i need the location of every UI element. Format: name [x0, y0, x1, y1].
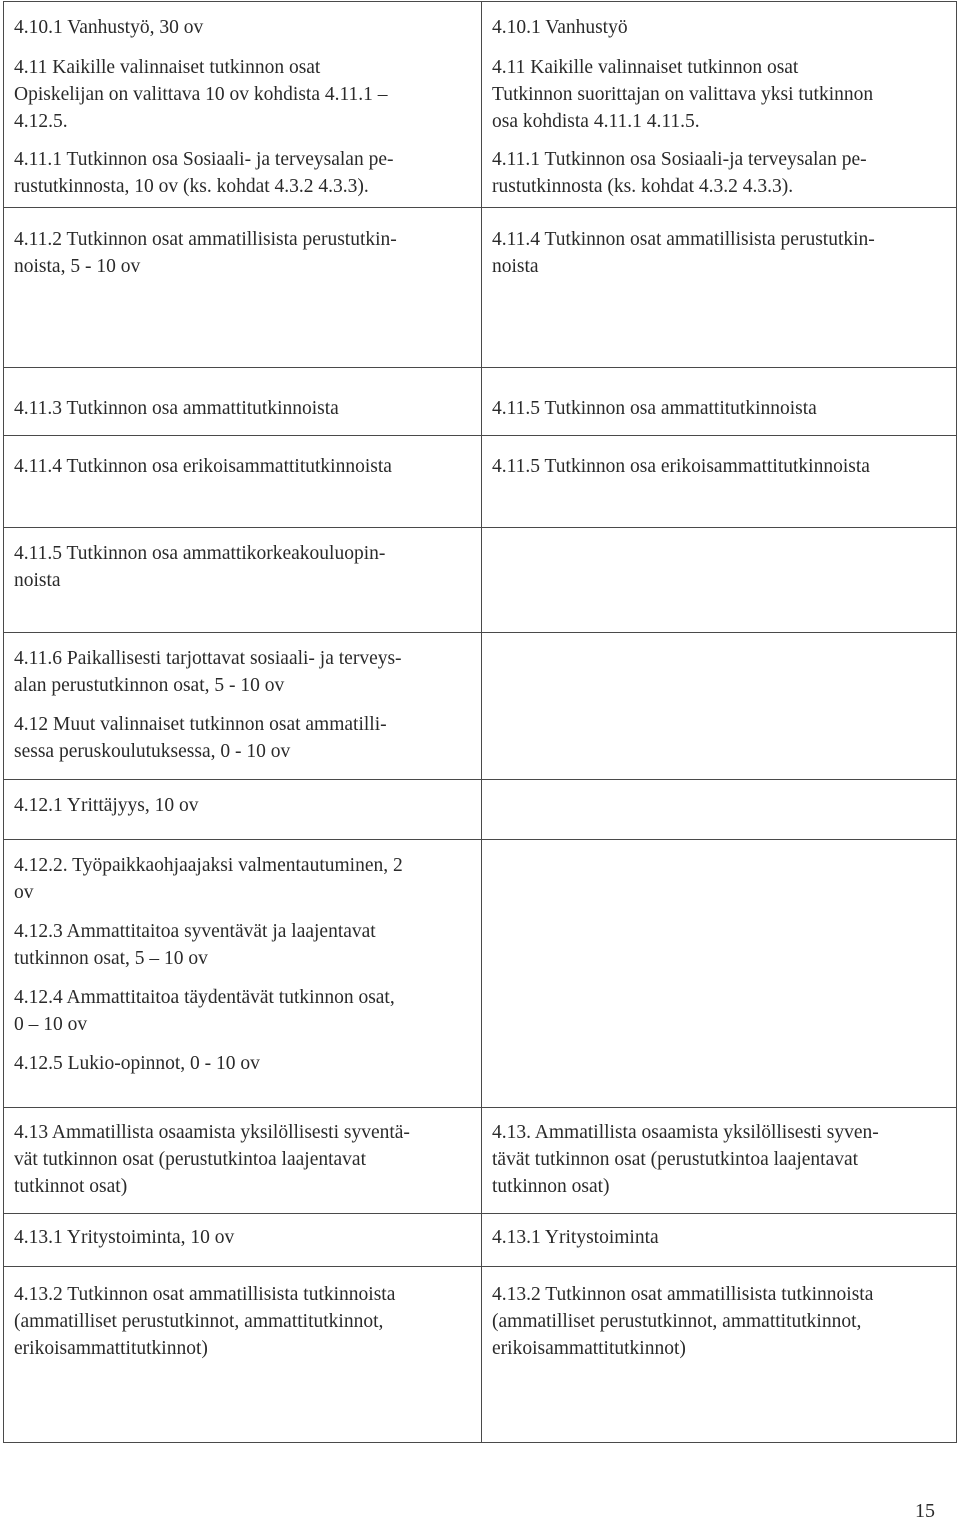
table-cell-right — [482, 2, 957, 208]
text-paragraph: 4.11.1 Tutkinnon osa Sosiaali- ja terveysalan pe- rustutkinnosta, 10 ov (ks. kohdat 4.3.2 4.3.3). — [14, 149, 394, 197]
text-paragraph: 4.11.5 Tutkinnon osa ammattikorkeakouluopin- noista — [14, 543, 386, 591]
text-paragraph: 4.11.2 Tutkinnon osat ammatillisista perustutkin- noista, 5 - 10 ov — [14, 229, 397, 277]
text-paragraph: 4.12 Muut valinnaiset tutkinnon osat ammatilli- sessa peruskoulutuksessa, 0 - 10 ov — [14, 714, 387, 762]
table-cell-left — [4, 1267, 482, 1443]
table-row — [4, 528, 957, 633]
text-paragraph: 4.11.4 Tutkinnon osat ammatillisista perustutkin- noista — [492, 229, 875, 277]
table-cell-right — [482, 1267, 957, 1443]
text-paragraph: 4.11.4 Tutkinnon osa erikoisammattitutkinnoista — [14, 456, 392, 477]
table-row — [4, 368, 957, 436]
table-cell-right — [482, 633, 957, 780]
text-paragraph: 4.13 Ammatillista osaamista yksilöllisesti syventä- vät tutkinnon osat (perustutkintoa laajentavat tutkinnot osat) — [14, 1122, 410, 1197]
table-cell-left — [4, 208, 482, 368]
text-paragraph: 4.13.1 Yritystoiminta, 10 ov — [14, 1227, 235, 1248]
table-cell-right — [482, 1108, 957, 1214]
table-cell-left — [4, 1108, 482, 1214]
text-paragraph: 4.11 Kaikille valinnaiset tutkinnon osat Tutkinnon suorittajan on valittava yksi tutkinnon osa kohdista 4.11.1 4.11.5. — [492, 57, 874, 132]
text-paragraph: 4.11 Kaikille valinnaiset tutkinnon osat Opiskelijan on valittava 10 ov kohdista 4.11.1 – 4.12.5. — [14, 57, 388, 132]
table-cell-right — [482, 436, 957, 528]
text-paragraph: 4.11.3 Tutkinnon osa ammattitutkinnoista — [14, 398, 339, 419]
text-paragraph: 4.10.1 Vanhustyö, 30 ov — [14, 17, 204, 38]
table-cell-left — [4, 2, 482, 208]
text-paragraph: 4.13.2 Tutkinnon osat ammatillisista tutkinnoista (ammatilliset perustutkinnot, ammattitutkinnot, erikoisammattitutkinnot) — [492, 1284, 874, 1359]
table-cell-left — [4, 368, 482, 436]
comparison-table — [3, 1, 957, 1443]
table-cell-right — [482, 1214, 957, 1267]
table-cell-left — [4, 840, 482, 1108]
text-paragraph: 4.13. Ammatillista osaamista yksilöllisesti syven- tävät tutkinnon osat (perustutkintoa laajentavat tutkinnon osat) — [492, 1122, 879, 1197]
text-paragraph: 4.10.1 Vanhustyö — [492, 17, 628, 38]
table-row — [4, 436, 957, 528]
table-cell-left — [4, 528, 482, 633]
text-paragraph: 4.13.1 Yritystoiminta — [492, 1227, 659, 1248]
table-cell-right — [482, 528, 957, 633]
text-paragraph: 4.11.1 Tutkinnon osa Sosiaali-ja terveysalan pe- rustutkinnosta (ks. kohdat 4.3.2 4.3.3). — [492, 149, 867, 197]
table-row — [4, 840, 957, 1108]
text-paragraph: 4.12.1 Yrittäjyys, 10 ov — [14, 795, 199, 816]
text-paragraph: 4.13.2 Tutkinnon osat ammatillisista tutkinnoista (ammatilliset perustutkinnot, ammattitutkinnot, erikoisammattitutkinnot) — [14, 1284, 396, 1359]
page-number: 15 — [915, 1500, 935, 1522]
table-row — [4, 208, 957, 368]
table-cell-right — [482, 780, 957, 840]
table-row — [4, 1108, 957, 1214]
table-cell-left — [4, 1214, 482, 1267]
text-paragraph: 4.12.2. Työpaikkaohjaajaksi valmentautuminen, 2 ov — [14, 855, 403, 903]
table-cell-right — [482, 840, 957, 1108]
table-cell-right — [482, 208, 957, 368]
table-cell-left — [4, 436, 482, 528]
table-row — [4, 1267, 957, 1443]
table-cell-left — [4, 633, 482, 780]
text-paragraph: 4.11.6 Paikallisesti tarjottavat sosiaali- ja terveys- alan perustutkinnon osat, 5 - 10 ov — [14, 648, 402, 696]
table-cell-left — [4, 780, 482, 840]
text-paragraph: 4.11.5 Tutkinnon osa erikoisammattitutkinnoista — [492, 456, 870, 477]
table-row — [4, 780, 957, 840]
table-row — [4, 2, 957, 208]
text-paragraph: 4.12.5 Lukio-opinnot, 0 - 10 ov — [14, 1053, 260, 1074]
text-paragraph: 4.11.5 Tutkinnon osa ammattitutkinnoista — [492, 398, 817, 419]
text-paragraph: 4.12.4 Ammattitaitoa täydentävät tutkinnon osat, 0 – 10 ov — [14, 987, 395, 1035]
table-cell-right — [482, 368, 957, 436]
text-paragraph: 4.12.3 Ammattitaitoa syventävät ja laajentavat tutkinnon osat, 5 – 10 ov — [14, 921, 376, 969]
table-row — [4, 633, 957, 780]
table-row — [4, 1214, 957, 1267]
